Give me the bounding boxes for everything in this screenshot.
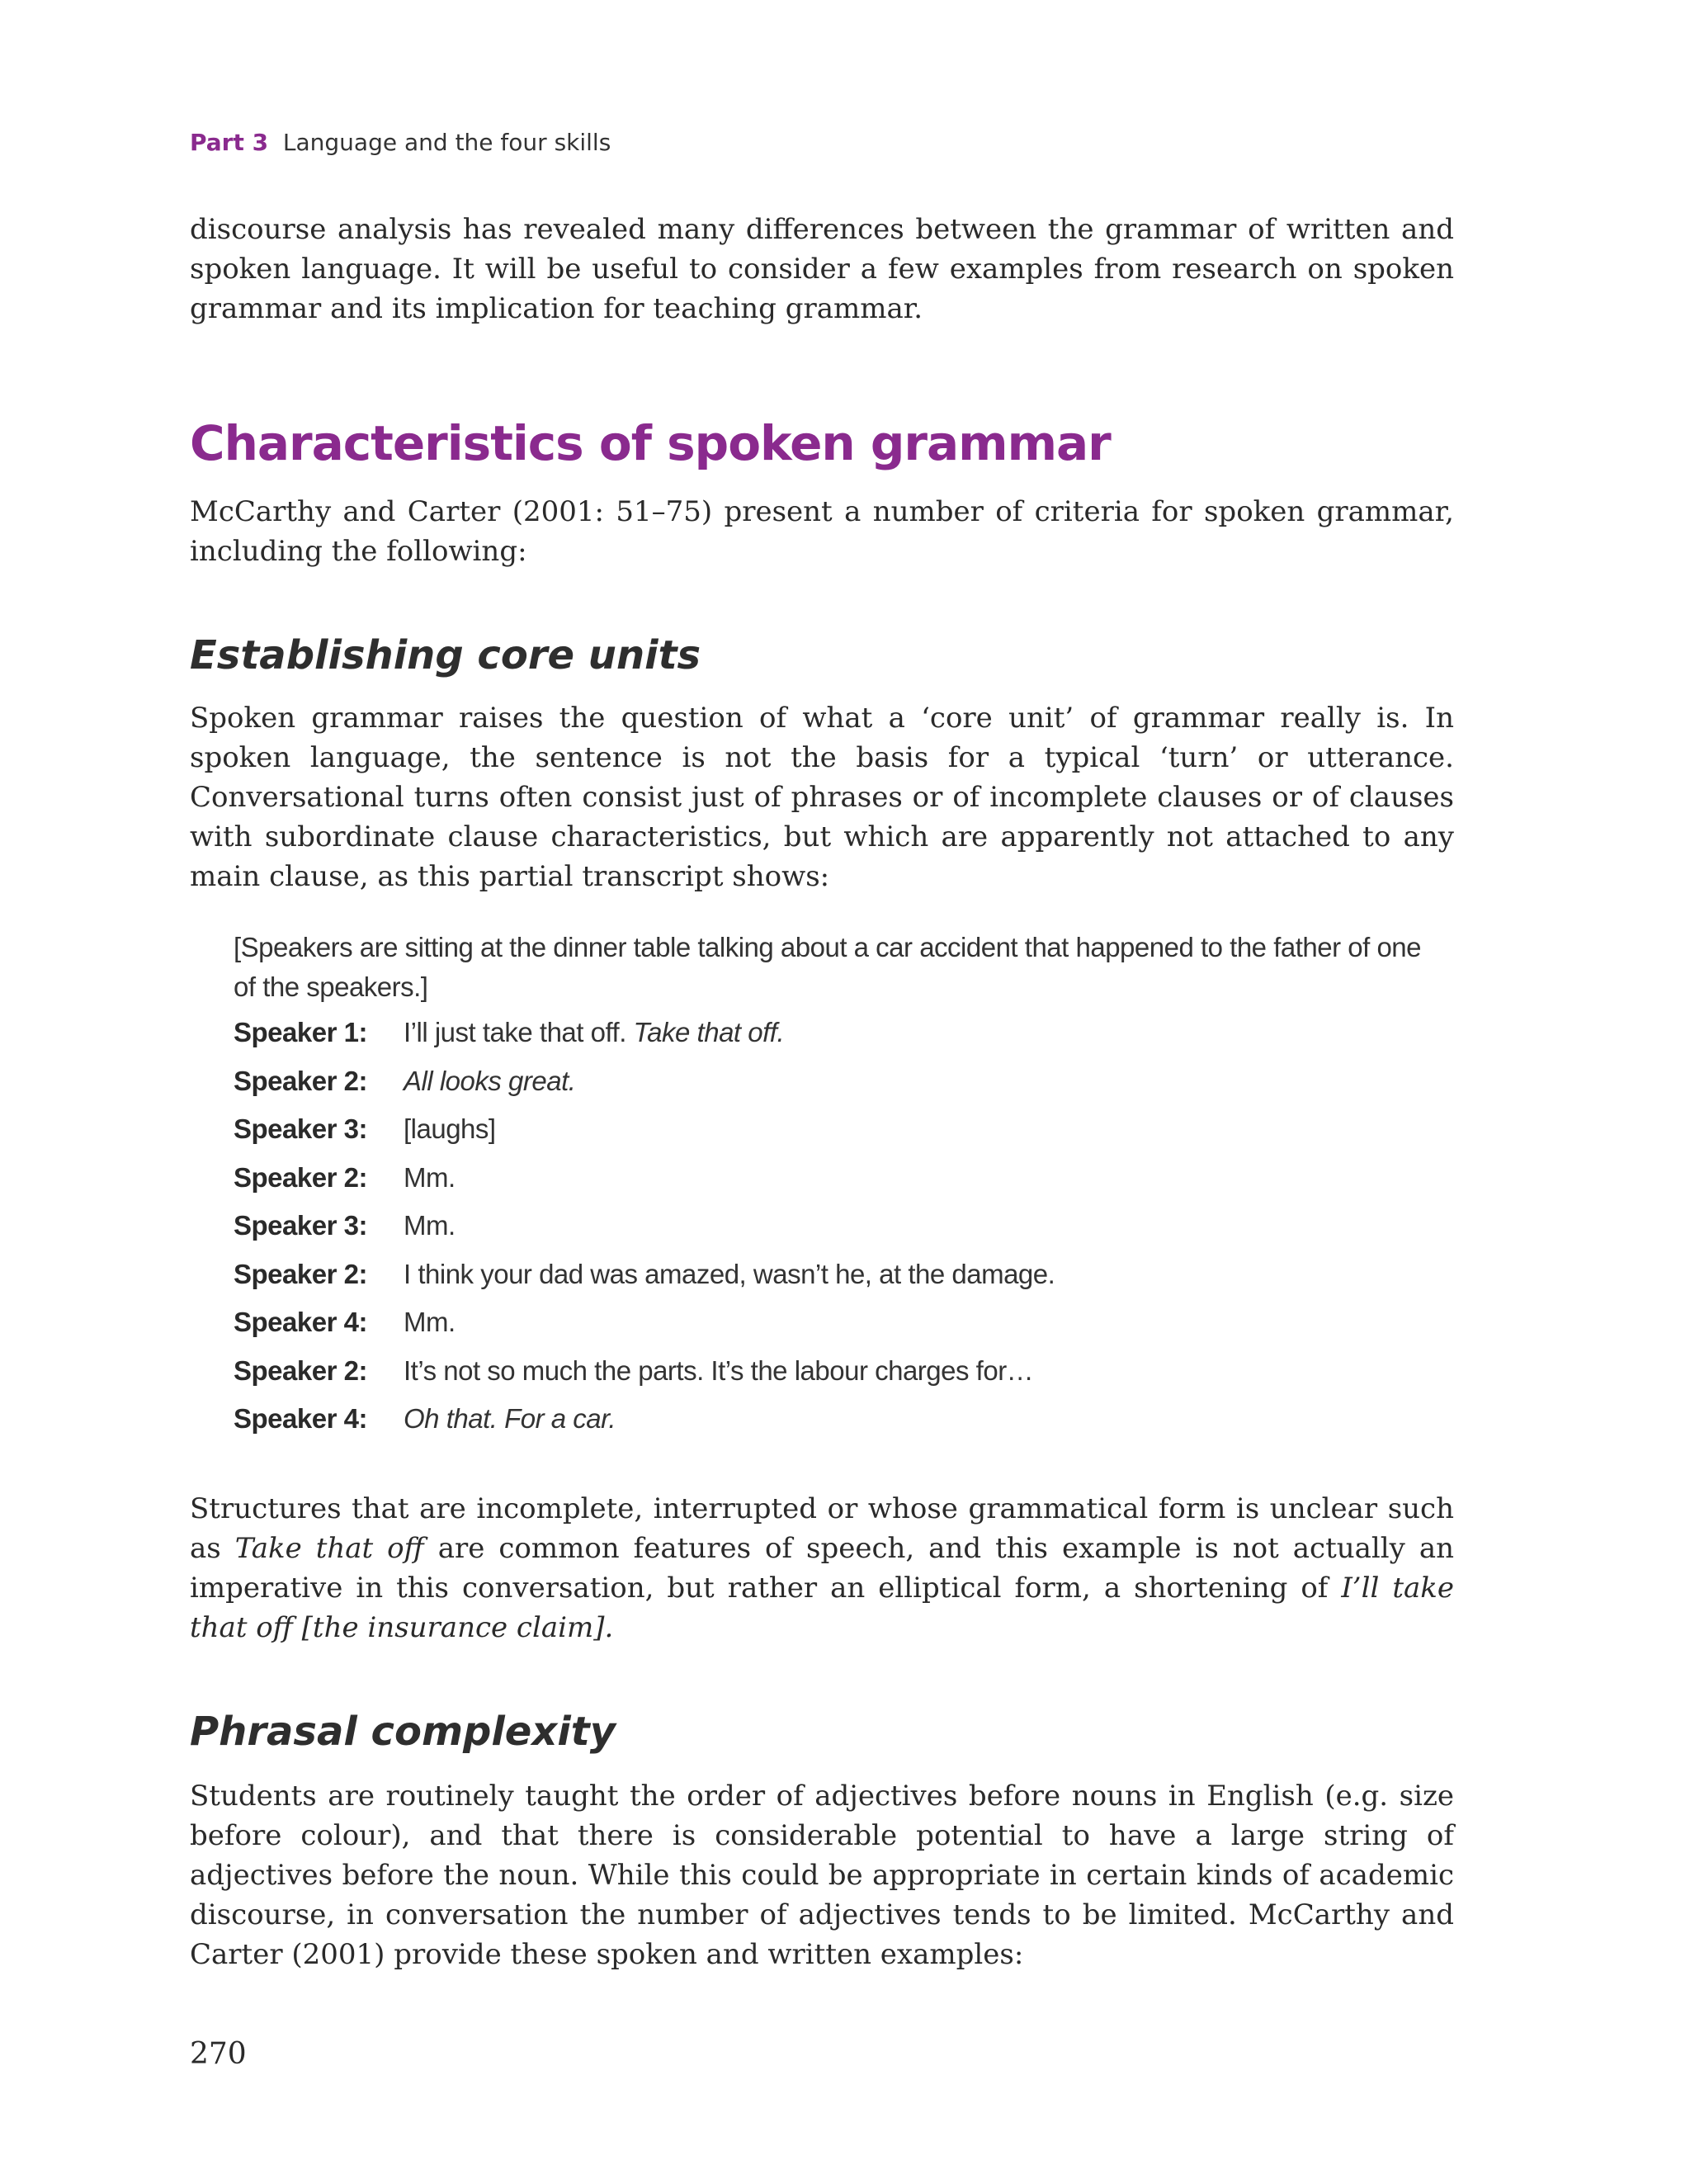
phrasal-paragraph-block [190,1776,1454,1974]
utterance [404,1017,784,1048]
utterance [404,1259,1055,1290]
utterance [404,1355,1033,1387]
page-number: 270 [190,2037,247,2071]
transcript-turn [234,1355,1438,1404]
transcript-turn [234,1259,1438,1307]
running-head-part: Part 3 [190,129,269,156]
transcript-turns [234,1017,1438,1452]
subheading-establishing-core-units: Establishing core units [190,632,701,678]
transcript-turn [234,1210,1438,1259]
after-transcript-block [190,1489,1454,1647]
transcript-turn [234,1307,1438,1355]
speaker-label: Speaker 3: [234,1113,367,1144]
utterance-plain: I’ll just take that off. [404,1017,634,1047]
transcript-turn [234,1162,1438,1211]
speaker-label: Speaker 4: [234,1403,367,1434]
utterance-italic: All looks great. [404,1065,576,1096]
utterance-plain: Mm. [404,1161,456,1193]
subheading-core-units-block [190,631,1454,680]
speaker-label: Speaker 3: [234,1210,367,1241]
core-units-paragraph-block [190,698,1454,896]
section-heading-block [190,414,1454,472]
phrasal-paragraph: Students are routinely taught the order of adjectives before nouns in English (e.g. size before colour), and that there is considerable potential to have a large string of adjectives before the noun. While this could be appropriate in certain kinds of academic discourse, in conversation the number of adjectives tends to be limited. McCarthy and Carter (2001) provide these spoken and written examples: [190,1780,1454,1971]
utterance [404,1210,456,1241]
transcript-note: [Speakers are sitting at the dinner table talking about a car accident that happened to the father of one of the speakers.] [234,932,1422,1002]
running-head-title: Language and the four skills [282,129,611,156]
running-head [190,129,611,156]
section-heading: Characteristics of spoken grammar [190,415,1111,471]
speaker-label: Speaker 2: [234,1354,367,1386]
speaker-label: Speaker 2: [234,1258,367,1289]
speaker-label: Speaker 4: [234,1307,367,1337]
intro-paragraph-block [190,210,1454,329]
speaker-label: Speaker 1: [234,1017,367,1047]
speaker-label: Speaker 2: [234,1161,367,1193]
core-units-paragraph: Spoken grammar raises the question of what a ‘core unit’ of grammar really is. In spoken language, the sentence is not the basis for a typical ‘turn’ or utterance. Conversational turns often consist just of phrases or of incomplete clauses or of clauses with subordinate clause characteristics, but which are apparently not attached to any main clause, as this partial transcript shows: [190,702,1454,893]
after-transcript-part2: are common features of speech, and this example is not actually an imperative in this conversation, but rather an elliptical form, a shortening of [190,1532,1455,1605]
transcript-turn [234,1017,1438,1066]
utterance-italic: Oh that. For a car. [404,1403,616,1434]
after-transcript-em2: I’ll take that off [the insurance claim]. [190,1572,1454,1644]
utterance-plain: Mm. [404,1307,456,1337]
transcript-turn [234,1403,1438,1452]
intro-paragraph: discourse analysis has revealed many differences between the grammar of written and spoken language. It will be useful to consider a few examples from research on spoken grammar and its implication for teaching grammar. [190,213,1454,325]
after-transcript-em1: Take that off [234,1532,424,1565]
utterance-plain: It’s not so much the parts. It’s the labour charges for… [404,1354,1034,1386]
utterance [404,1113,496,1145]
section-intro-block [190,492,1454,571]
after-transcript-paragraph [190,1489,1454,1647]
utterance [404,1162,456,1194]
utterance-plain: Mm. [404,1210,456,1241]
utterance-plain: I think your dad was amazed, wasn’t he, at the damage. [404,1258,1055,1289]
speaker-label: Speaker 2: [234,1065,367,1096]
utterance-plain: [laughs] [404,1113,496,1144]
after-transcript-part1: Structures that are incomplete, interrupted or whose grammatical form is unclear such as [190,1492,1454,1565]
subheading-phrasal-complexity: Phrasal complexity [190,1709,616,1755]
subheading-phrasal-block [190,1707,1454,1756]
utterance [404,1307,456,1338]
utterance [404,1403,616,1435]
utterance-italic: Take that off. [633,1017,785,1047]
transcript [234,928,1438,1452]
transcript-turn [234,1113,1438,1162]
utterance [404,1066,575,1097]
section-intro: McCarthy and Carter (2001: 51–75) present a number of criteria for spoken grammar, including the following: [190,495,1454,568]
transcript-turn [234,1066,1438,1114]
